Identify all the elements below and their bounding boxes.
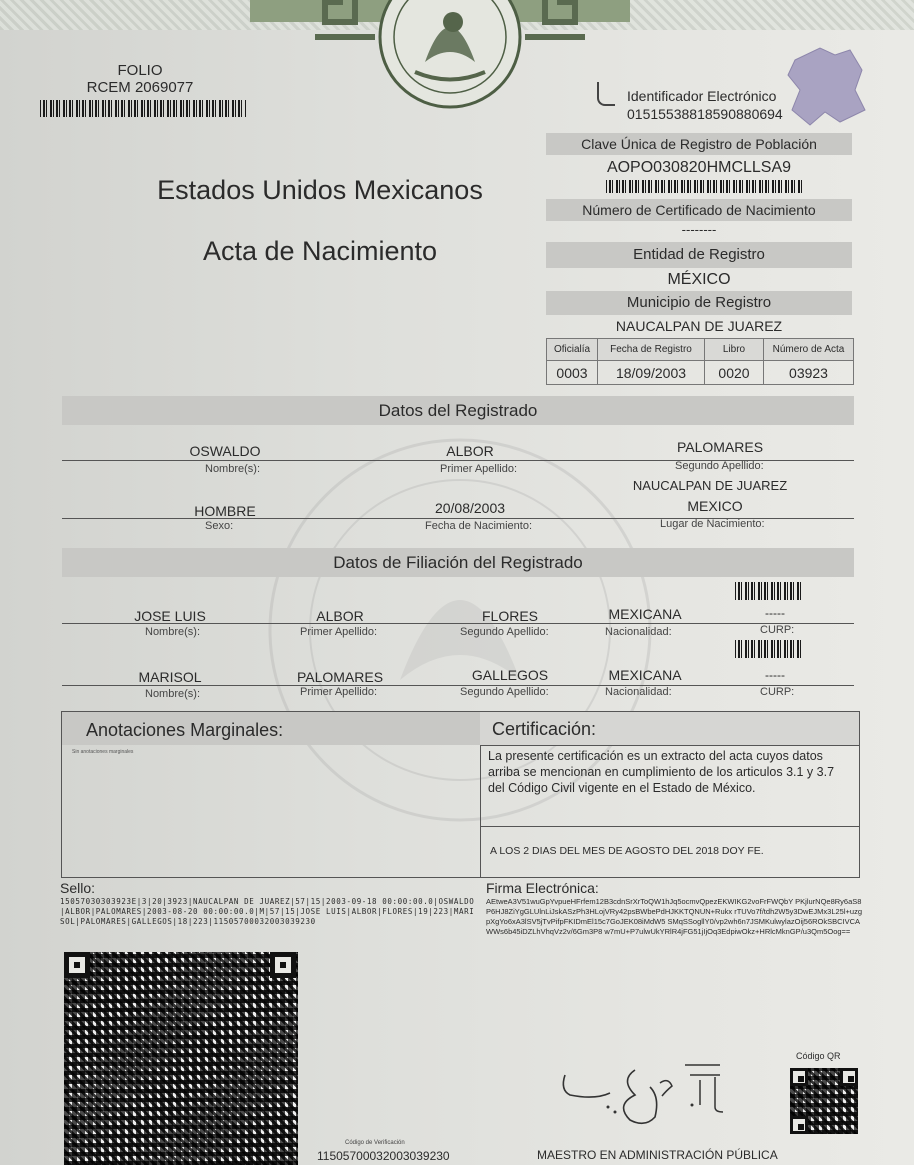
municipio-value: NAUCALPAN DE JUAREZ xyxy=(615,318,783,334)
madre-curp-label: CURP: xyxy=(760,686,795,698)
sello-text: 15057030303923E|3|20|3923|NAUCALPAN DE JUAREZ|57|15|2003-09-18 00:00:00.0|OSWALDO|ALBOR|PALOMARES|2003-08-20 00:00:00.0|M|57|15|JOSE LUIS|ALBOR|FLORES|19|223|MARISOL|PALOMARES|GALLEGOS|18|223|11505700032003039230 xyxy=(60,897,475,926)
padre-segundo-label: Segundo Apellido: xyxy=(460,626,549,638)
fecha-registro-value: 18/09/2003 xyxy=(598,361,705,385)
small-qr-code xyxy=(790,1068,858,1134)
numero-acta-header: Número de Acta xyxy=(764,339,854,361)
registrado-sexo: HOMBRE xyxy=(194,503,256,519)
registrado-nombre-label: Nombre(s): xyxy=(205,463,261,475)
small-qr-finder-bl xyxy=(790,1116,808,1134)
entidad-value: MÉXICO xyxy=(667,271,731,288)
madre-nacionalidad: MEXICANA xyxy=(608,667,682,683)
fecha-registro-header: Fecha de Registro xyxy=(598,339,705,361)
padre-curp: ----- xyxy=(765,606,785,620)
verificacion-value: 11505700032003039230 xyxy=(317,1149,450,1163)
registrado-fecha-nacimiento-label: Fecha de Nacimiento: xyxy=(425,520,532,532)
curp-barcode xyxy=(606,180,802,193)
verificacion-label: Código de Verificación xyxy=(345,1140,405,1146)
country-title: Estados Unidos Mexicanos xyxy=(157,175,483,205)
state-map-icon xyxy=(780,40,870,130)
padre-curp-label: CURP: xyxy=(760,624,795,636)
registrado-nombre: OSWALDO xyxy=(189,443,261,459)
padre-primer-apellido: ALBOR xyxy=(316,608,364,624)
certificacion-title: Certificación: xyxy=(492,719,597,739)
padre-line xyxy=(62,623,854,624)
identificador-label: Identificador Electrónico xyxy=(627,88,777,104)
padre-nombre-label: Nombre(s): xyxy=(145,626,201,638)
folio-barcode xyxy=(40,100,246,117)
small-qr-finder-tr xyxy=(840,1068,858,1086)
registrado-segundo-apellido: PALOMARES xyxy=(676,439,764,455)
certificacion-fecha: A LOS 2 DIAS DEL MES DE AGOSTO DEL 2018 DOY FE. xyxy=(490,845,764,857)
filiacion-section-title: Datos de Filiación del Registrado xyxy=(62,548,854,577)
municipio-label: Municipio de Registro xyxy=(546,291,852,315)
qr-finder-tr xyxy=(270,952,296,978)
certificado-label: Número de Certificado de Nacimiento xyxy=(546,199,852,221)
padre-segundo-apellido: FLORES xyxy=(481,608,538,624)
padre-curp-barcode xyxy=(735,582,803,600)
madre-curp-barcode xyxy=(735,640,803,658)
libro-header: Libro xyxy=(705,339,764,361)
registrado-section-title: Datos del Registrado xyxy=(62,396,854,425)
madre-curp: ----- xyxy=(765,668,785,682)
registrado-fecha-nacimiento: 20/08/2003 xyxy=(434,500,506,516)
oficialia-header: Oficialía xyxy=(547,339,598,361)
handwritten-signature xyxy=(550,1055,740,1130)
numero-acta-value: 03923 xyxy=(764,361,854,385)
madre-primer-apellido: PALOMARES xyxy=(296,669,384,685)
firma-text: AEtweA3V51wuGpYvpueHFrfem12B3cdnSrXrToQW1hJq5ocmvQpezEKWIKG2voFrFWQbY PKjlurNQe8Ry6aS8P6HJ8ZiYgGLUlnLiJskASzPh3HLojVRy42psBWbePdHJKKTQNUN+Rukx rTUVo7f/tdh2W5y3DwEJMx3L25l+uzgpXgYo6xA3lSV5jTvPifpFKIDmEl15c7GoJEK08iMdW5 SMqSSogllY0/vp2wh6n7JSMKulwylazOij56ROkSBCIVCAWWs6b45iDZLhVhqVz2v/6Gm3P8 w7mU+P7ulwUkYRlR4jFG51jIjOq3EdpiwOkz+HRlcMknGP/u3Qm5Oog== xyxy=(486,897,862,936)
padre-primer-label: Primer Apellido: xyxy=(300,626,378,638)
registrado-lugar-nacimiento-label: Lugar de Nacimiento: xyxy=(660,518,765,530)
curp-value: AOPO030820HMCLLSA9 xyxy=(606,159,792,176)
oficialia-value: 0003 xyxy=(547,361,598,385)
anotaciones-text: Sin anotaciones marginales xyxy=(72,749,134,755)
registrado-primer-apellido: ALBOR xyxy=(446,443,494,459)
qr-finder-tl xyxy=(64,952,90,978)
madre-nombre-label: Nombre(s): xyxy=(145,688,201,700)
lugar-nacimiento-line1: NAUCALPAN DE JUAREZ xyxy=(632,478,788,493)
registrado-primer-apellido-label: Primer Apellido: xyxy=(440,463,518,475)
lugar-nacimiento-line2: MEXICO xyxy=(687,498,743,514)
madre-nombre: MARISOL xyxy=(138,669,202,685)
libro-value: 0020 xyxy=(705,361,764,385)
large-qr-code xyxy=(64,952,298,1165)
sello-label: Sello: xyxy=(60,880,96,896)
codigo-qr-label: Código QR xyxy=(796,1051,841,1061)
annotations-certification-box xyxy=(61,711,860,878)
madre-segundo-apellido: GALLEGOS xyxy=(471,667,549,683)
padre-nacionalidad: MEXICANA xyxy=(608,606,682,622)
identificador-bracket xyxy=(597,82,615,106)
padre-nacionalidad-label: Nacionalidad: xyxy=(605,626,672,638)
certificacion-separator xyxy=(480,826,859,827)
madre-primer-label: Primer Apellido: xyxy=(300,686,378,698)
curp-label: Clave Única de Registro de Población xyxy=(546,133,852,155)
signer-title: MAESTRO EN ADMINISTRACIÓN PÚBLICA xyxy=(537,1148,778,1162)
registrado-segundo-apellido-label: Segundo Apellido: xyxy=(675,460,764,472)
certificado-value: -------- xyxy=(681,222,717,237)
madre-line xyxy=(62,685,854,686)
national-seal-icon xyxy=(285,0,615,112)
firma-label: Firma Electrónica: xyxy=(486,880,599,896)
anotaciones-title: Anotaciones Marginales: xyxy=(86,720,284,740)
registrado-sexo-label: Sexo: xyxy=(205,520,234,532)
madre-segundo-label: Segundo Apellido: xyxy=(460,686,549,698)
folio-value: RCEM 2069077 xyxy=(86,79,194,96)
document-title: Acta de Nacimiento xyxy=(202,236,438,266)
small-qr-finder-tl xyxy=(790,1068,808,1086)
madre-nacionalidad-label: Nacionalidad: xyxy=(605,686,672,698)
identificador-value: 01515538818590880694 xyxy=(627,106,783,122)
certificacion-text: La presente certificación es un extracto del acta cuyos datos arriba se mencionan en cumplimiento de los articulos 3.1 y 3.7 del Código Civil vigente en el Estado de México. xyxy=(488,749,835,795)
entidad-label: Entidad de Registro xyxy=(546,242,852,268)
folio-label: FOLIO xyxy=(117,62,163,79)
registro-table xyxy=(546,338,854,385)
padre-nombre: JOSE LUIS xyxy=(134,608,206,624)
